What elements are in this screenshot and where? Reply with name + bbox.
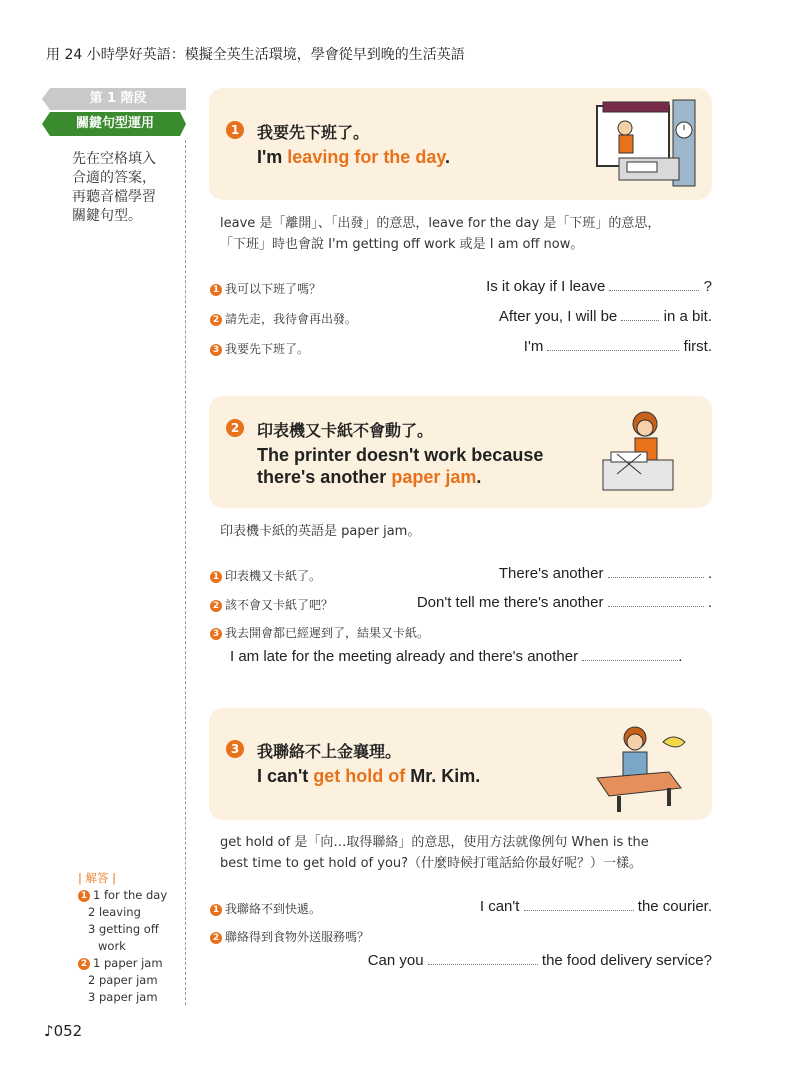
- answer-blank[interactable]: [428, 954, 538, 965]
- exercise-zh: 3 我要先下班了。: [210, 340, 309, 357]
- exercise-zh: 3 我去開會都已經遲到了，結果又卡紙。: [210, 624, 429, 641]
- exercise-zh: 2 該不會又卡紙了吧？: [210, 596, 333, 613]
- answer-blank[interactable]: [621, 310, 659, 321]
- margin-divider: [185, 140, 186, 1005]
- answer-group-2: 2 1 paper jam 2 paper jam 3 paper jam: [78, 955, 167, 1006]
- exercise-en: There's another .: [498, 565, 712, 582]
- answer-key: [78, 870, 167, 1006]
- answer-blank[interactable]: [524, 900, 634, 911]
- stage-tag: 第 1 階段: [50, 88, 186, 110]
- exercise-row: [210, 338, 712, 358]
- zh-sentence-3: 我聯絡不上金襄理。: [257, 742, 402, 761]
- exercise-zh: 1 我可以下班了嗎？: [210, 280, 321, 297]
- exercise-en: Don't tell me there's another .: [416, 594, 712, 611]
- running-header: 用 24 小時學好英語：模擬全英生活環境，學會從早到晚的生活英語: [46, 47, 465, 63]
- phone-call-woman-illustration: [589, 716, 701, 816]
- zh-sentence-1: 我要先下班了。: [257, 123, 370, 142]
- exercise-en: After you, I will be in a bit.: [498, 308, 712, 325]
- exercise-zh: 1 我聯絡不到快遞。: [210, 900, 321, 917]
- answer-blank[interactable]: [608, 596, 704, 607]
- en-sentence-1: I'm leaving for the day.: [257, 147, 451, 167]
- exercise-en: Is it okay if I leave ?: [486, 278, 712, 295]
- exercise-row: [210, 898, 712, 918]
- music-note-icon: ♪: [44, 1022, 54, 1040]
- answer-blank[interactable]: [582, 650, 678, 661]
- instruction-text: 先在空格填入 合適的答案， 再聽音檔學習 關鍵句型。: [72, 151, 156, 224]
- answer-blank[interactable]: [609, 280, 699, 291]
- exercise-row: [210, 926, 712, 972]
- exercise-en: I am late for the meeting already and there's another .: [230, 648, 683, 665]
- exercise-en: I'm first.: [523, 338, 712, 355]
- exercise-zh: 2 聯絡得到食物外送服務嗎？: [210, 928, 369, 945]
- printer-woman-illustration: [597, 402, 697, 502]
- explanation-3: get hold of 是「向…取得聯絡」的意思，使用方法就像例句 When is the best time to get hold of you?（什麼時候打電話給你最好呢？）一樣。: [220, 835, 649, 871]
- explanation-2: 印表機卡紙的英語是 paper jam。: [220, 524, 421, 539]
- section-tag: 關鍵句型運用: [50, 112, 180, 136]
- section-number-3: 3: [226, 740, 244, 758]
- en-sentence-3: I can't get hold of Mr. Kim.: [257, 766, 481, 786]
- office-worker-leaving-illustration: [589, 98, 701, 196]
- exercise-en: Can you the food delivery service?: [367, 952, 712, 969]
- section-number-1: 1: [226, 121, 244, 139]
- exercise-zh: 1 印表機又卡紙了。: [210, 567, 321, 584]
- answer-blank[interactable]: [547, 340, 679, 351]
- exercise-zh: 2 請先走，我待會再出發。: [210, 310, 357, 327]
- exercise-row: [210, 622, 712, 666]
- answer-group-1: 1 1 for the day 2 leaving 3 getting off work: [78, 887, 167, 955]
- exercise-row: [210, 308, 712, 328]
- sentence-card-3: [209, 708, 712, 820]
- answer-key-title: | 解答 |: [78, 871, 117, 885]
- sentence-card-2: [209, 396, 712, 508]
- explanation-1: leave 是「離開」、「出發」的意思，leave for the day 是「下班」的意思， 「下班」時也會說 I'm getting off work 或是 I am off now。: [220, 216, 661, 252]
- exercise-row: [210, 278, 712, 298]
- zh-sentence-2: 印表機又卡紙不會動了。: [257, 421, 434, 440]
- exercise-en: I can't the courier.: [479, 898, 712, 915]
- exercise-row: [210, 565, 712, 585]
- page-number: ♪052: [44, 1022, 83, 1040]
- en-sentence-2: The printer doesn't work because there's another paper jam.: [257, 445, 544, 487]
- answer-blank[interactable]: [608, 567, 704, 578]
- section-number-2: 2: [226, 419, 244, 437]
- exercise-row: [210, 594, 712, 614]
- sentence-card-1: [209, 88, 712, 200]
